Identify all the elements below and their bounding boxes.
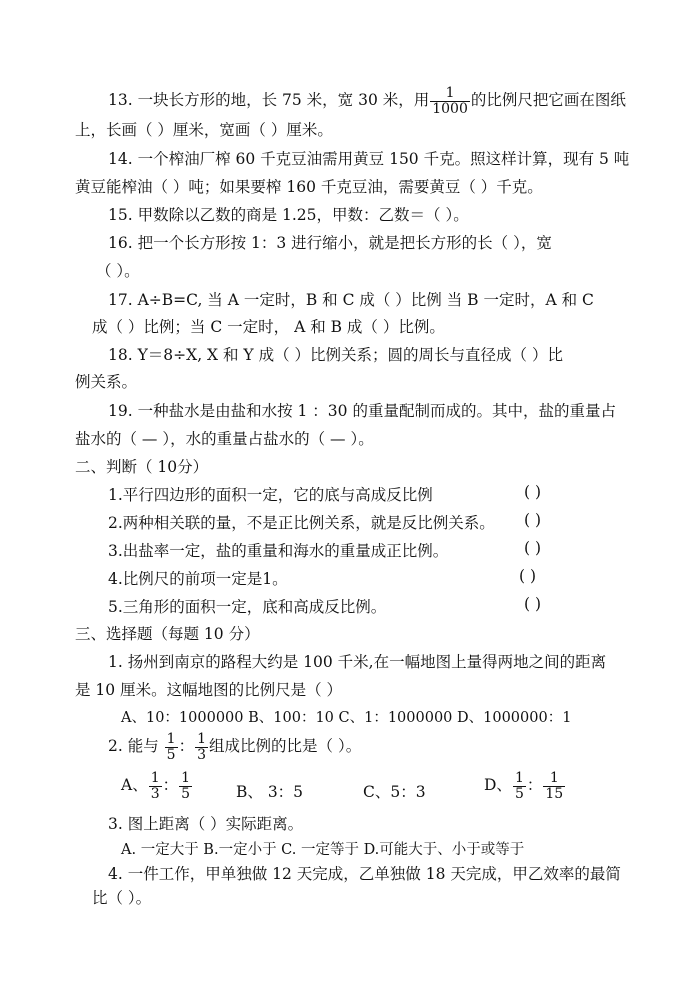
s3-q2-option-a: A、 $\frac{1}{3}$ ： $\frac{1}{5}$ [121,770,191,802]
q17-line2: 成（ ）比例；当 C 一定时， A 和 B 成（ ）比例。 [92,318,445,336]
q14-line2: 黄豆能榨油（ ）吨；如果要榨 160 千克豆油，需要黄豆（ ）千克。 [75,178,543,196]
s3-q2-option-b: B、 3：5 [236,783,304,801]
s3-q2-line: 2. 能与 $\frac{1}{5}$ ： $\frac{1}{3}$ 组成比例的比是（ ）。 [108,731,362,763]
s3-q3-line: 3. 图上距离（ ）实际距离。 [108,815,304,833]
q17-line1: 17. A÷B=C, 当 A 一定时，B 和 C 成（ ）比例 当 B 一定时，A 和 C [108,291,594,309]
judge-item-1-mark: ( ) [524,483,542,501]
q14-line1: 14. 一个榨油厂榨 60 千克豆油需用黄豆 150 千克。照这样计算，现有 5 吨 [108,150,630,168]
q13-line1 [108,86,626,116]
q15-line: 15. 甲数除以乙数的商是 1.25，甲数：乙数＝（ ）。 [108,206,469,224]
s3-q3-options: A. 一定大于 B.一定小于 C. 一定等于 D.可能大于、小于或等于 [121,842,525,858]
q13-line2: 上，长画（ ）厘米，宽画（ ）厘米。 [75,121,333,139]
judge-item-3-mark: ( ) [524,539,542,557]
judge-item-2-text: 2.两种相关联的量，不是正比例关系，就是反比例关系。 [108,514,495,532]
q13-scale-fraction: $\frac{1}{1000}$ [432,85,468,117]
judge-item-2-mark: ( ) [524,511,542,529]
q19-line1: 19. 一种盐水是由盐和水按 1 ：30 的重量配制而成的。其中，盐的重量占 [108,402,616,420]
section2-title: 二、判断（ 10分） [75,458,209,476]
s3-q1-line2: 是 10 厘米。这幅地图的比例尺是（ ） [75,681,343,699]
q19-line2: 盐水的（ — ），水的重量占盐水的（ — ）。 [75,430,374,448]
section3-title: 三、选择题（每题 10 分） [75,625,260,643]
s3-q1-line1: 1. 扬州到南京的路程大约是 100 千米,在一幅地图上量得两地之间的距离 [108,653,607,671]
q18-line1: 18. Y＝8÷X, X 和 Y 成（ ）比例关系；圆的周长与直径成（ ）比 [108,346,563,364]
s3-q4-line1: 4. 一件工作，甲单独做 12 天完成，乙单独做 18 天完成，甲乙效率的最简 [108,865,621,883]
q18-line2: 例关系。 [75,373,138,391]
q16-line2: （ ）。 [96,262,140,280]
s3-q1-options: A、10：1000000 B、100：10 C、1：1000000 D、1000000：1 [121,710,572,726]
s3-q2-option-c: C、5：3 [363,783,426,801]
judge-item-4-text: 4.比例尺的前项一定是1。 [108,570,288,588]
judge-item-3-text: 3.出盐率一定，盐的重量和海水的重量成正比例。 [108,542,449,560]
s3-q2-option-d: D、 $\frac{1}{5}$ ： $\frac{1}{15}$ [484,770,564,802]
s3-q2-fraction-1: $\frac{1}{5}$ [166,731,176,763]
judge-item-4-mark: ( ) [519,567,537,585]
s3-q4-line2: 比（ ）。 [92,889,152,907]
s3-q2-fraction-2: $\frac{1}{3}$ [197,731,207,763]
judge-item-1-text: 1.平行四边形的面积一定，它的底与高成反比例 [108,486,433,504]
judge-item-5-mark: ( ) [524,595,542,613]
judge-item-5-text: 5.三角形的面积一定，底和高成反比例。 [108,598,387,616]
q16-line1: 16. 把一个长方形按 1：3 进行缩小，就是把长方形的长（ ），宽 [108,234,552,252]
q13-text-b: 的比例尺把它画在图纸 [470,91,626,110]
q13-text-a: 13. 一块长方形的地，长 75 米，宽 30 米，用 [108,91,430,110]
